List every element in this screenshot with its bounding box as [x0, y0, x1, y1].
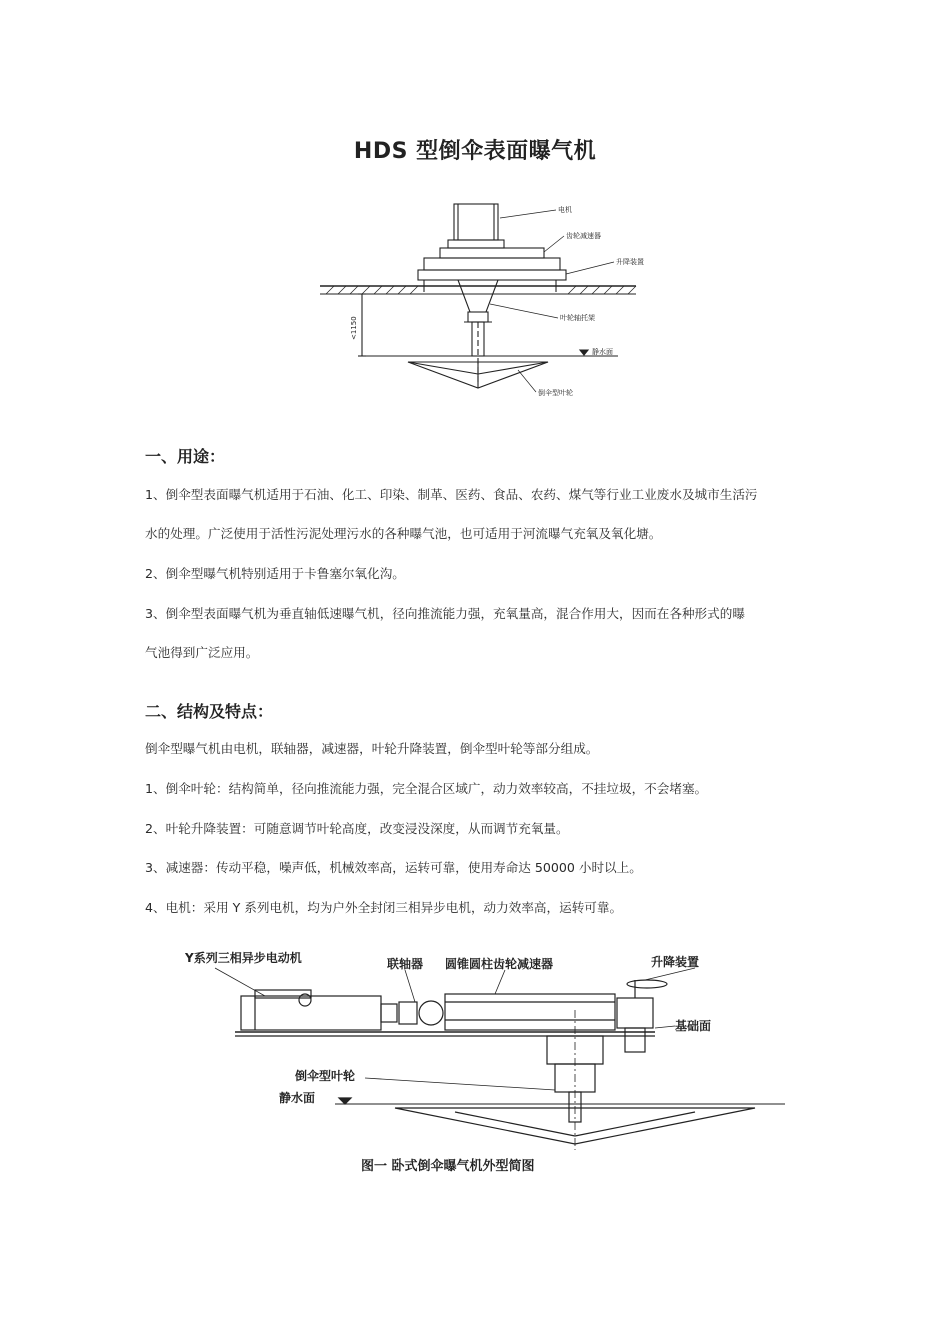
structure-line-5: 4、电机：采用 Y 系列电机，均为户外全封闭三相异步电机，动力效率高，运转可靠。: [145, 900, 623, 915]
usage-line-4: 3、倒伞型表面曝气机为垂直轴低速曝气机，径向推流能力强，充氧量高，混合作用大，因而在各种形式的曝: [145, 606, 745, 621]
gear-reducer-shape: [440, 248, 544, 258]
fig1-label-gear-reducer: 齿轮减速器: [566, 232, 601, 240]
page-title: HDS 型倒伞表面曝气机: [353, 139, 597, 164]
fig1-label-lifting-device: 升降装置: [616, 258, 644, 266]
fig2-label-reducer: 圆锥圆柱齿轮减速器: [445, 957, 554, 971]
fig2-label-lifting-device: 升降装置: [651, 955, 700, 969]
usage-line-1: 1、倒伞型表面曝气机适用于石油、化工、印染、制革、医药、食品、农药、煤气等行业工业废水及城市生活污: [145, 487, 758, 502]
usage-line-5: 气池得到广泛应用。: [145, 645, 259, 660]
structure-line-1: 倒伞型曝气机由电机，联轴器，减速器，叶轮升降装置，倒伞型叶轮等部分组成。: [145, 741, 599, 756]
fig2-label-foundation: 基础面: [675, 1019, 712, 1033]
usage-line-3: 2、倒伞型曝气机特别适用于卡鲁塞尔氧化沟。: [145, 566, 405, 581]
fig1-label-water-surface: 静水面: [592, 348, 613, 356]
fig1-label-motor: 电机: [558, 206, 572, 214]
fig2-label-water-surface: 静水面: [279, 1091, 316, 1105]
horizontal-aerator-diagram: [155, 940, 795, 1180]
lifting-device-shape: [617, 998, 653, 1028]
structure-line-3: 2、叶轮升降装置：可随意调节叶轮高度，改变浸没深度，从而调节充氧量。: [145, 821, 569, 836]
fig1-label-impeller: 倒伞型叶轮: [538, 389, 573, 397]
section-heading-structure: 二、结构及特点：: [145, 702, 274, 721]
structure-line-2: 1、倒伞叶轮：结构简单，径向推流能力强，完全混合区域广，动力效率较高，不挂垃圾，不会堵塞。: [145, 781, 708, 796]
fig2-label-impeller: 倒伞型叶轮: [295, 1069, 356, 1083]
fig2-label-motor: Y系列三相异步电动机: [185, 951, 302, 965]
motor-shape: [454, 204, 498, 240]
fig1-dimension-label: <1150: [350, 316, 358, 340]
gear-reducer-shape: [445, 994, 615, 1030]
vertical-aerator-diagram: [318, 194, 652, 406]
usage-line-2: 水的处理。广泛使用于活性污泥处理污水的各种曝气池，也可适用于河流曝气充氧及氧化塘。: [145, 526, 662, 541]
lifting-device-shape: [418, 270, 566, 280]
shaft-bracket-shape: [458, 280, 498, 312]
fig1-label-shaft-bracket: 叶轮轴托架: [560, 314, 595, 322]
section-heading-usage: 一、用途：: [145, 447, 226, 466]
coupling-shape: [399, 1002, 417, 1024]
fig2-label-coupling: 联轴器: [387, 957, 424, 971]
fig2-caption: 图一 卧式倒伞曝气机外型简图: [361, 1159, 535, 1174]
structure-line-4: 3、减速器：传动平稳，噪声低，机械效率高，运转可靠，使用寿命达 50000 小时以上。: [145, 860, 642, 875]
